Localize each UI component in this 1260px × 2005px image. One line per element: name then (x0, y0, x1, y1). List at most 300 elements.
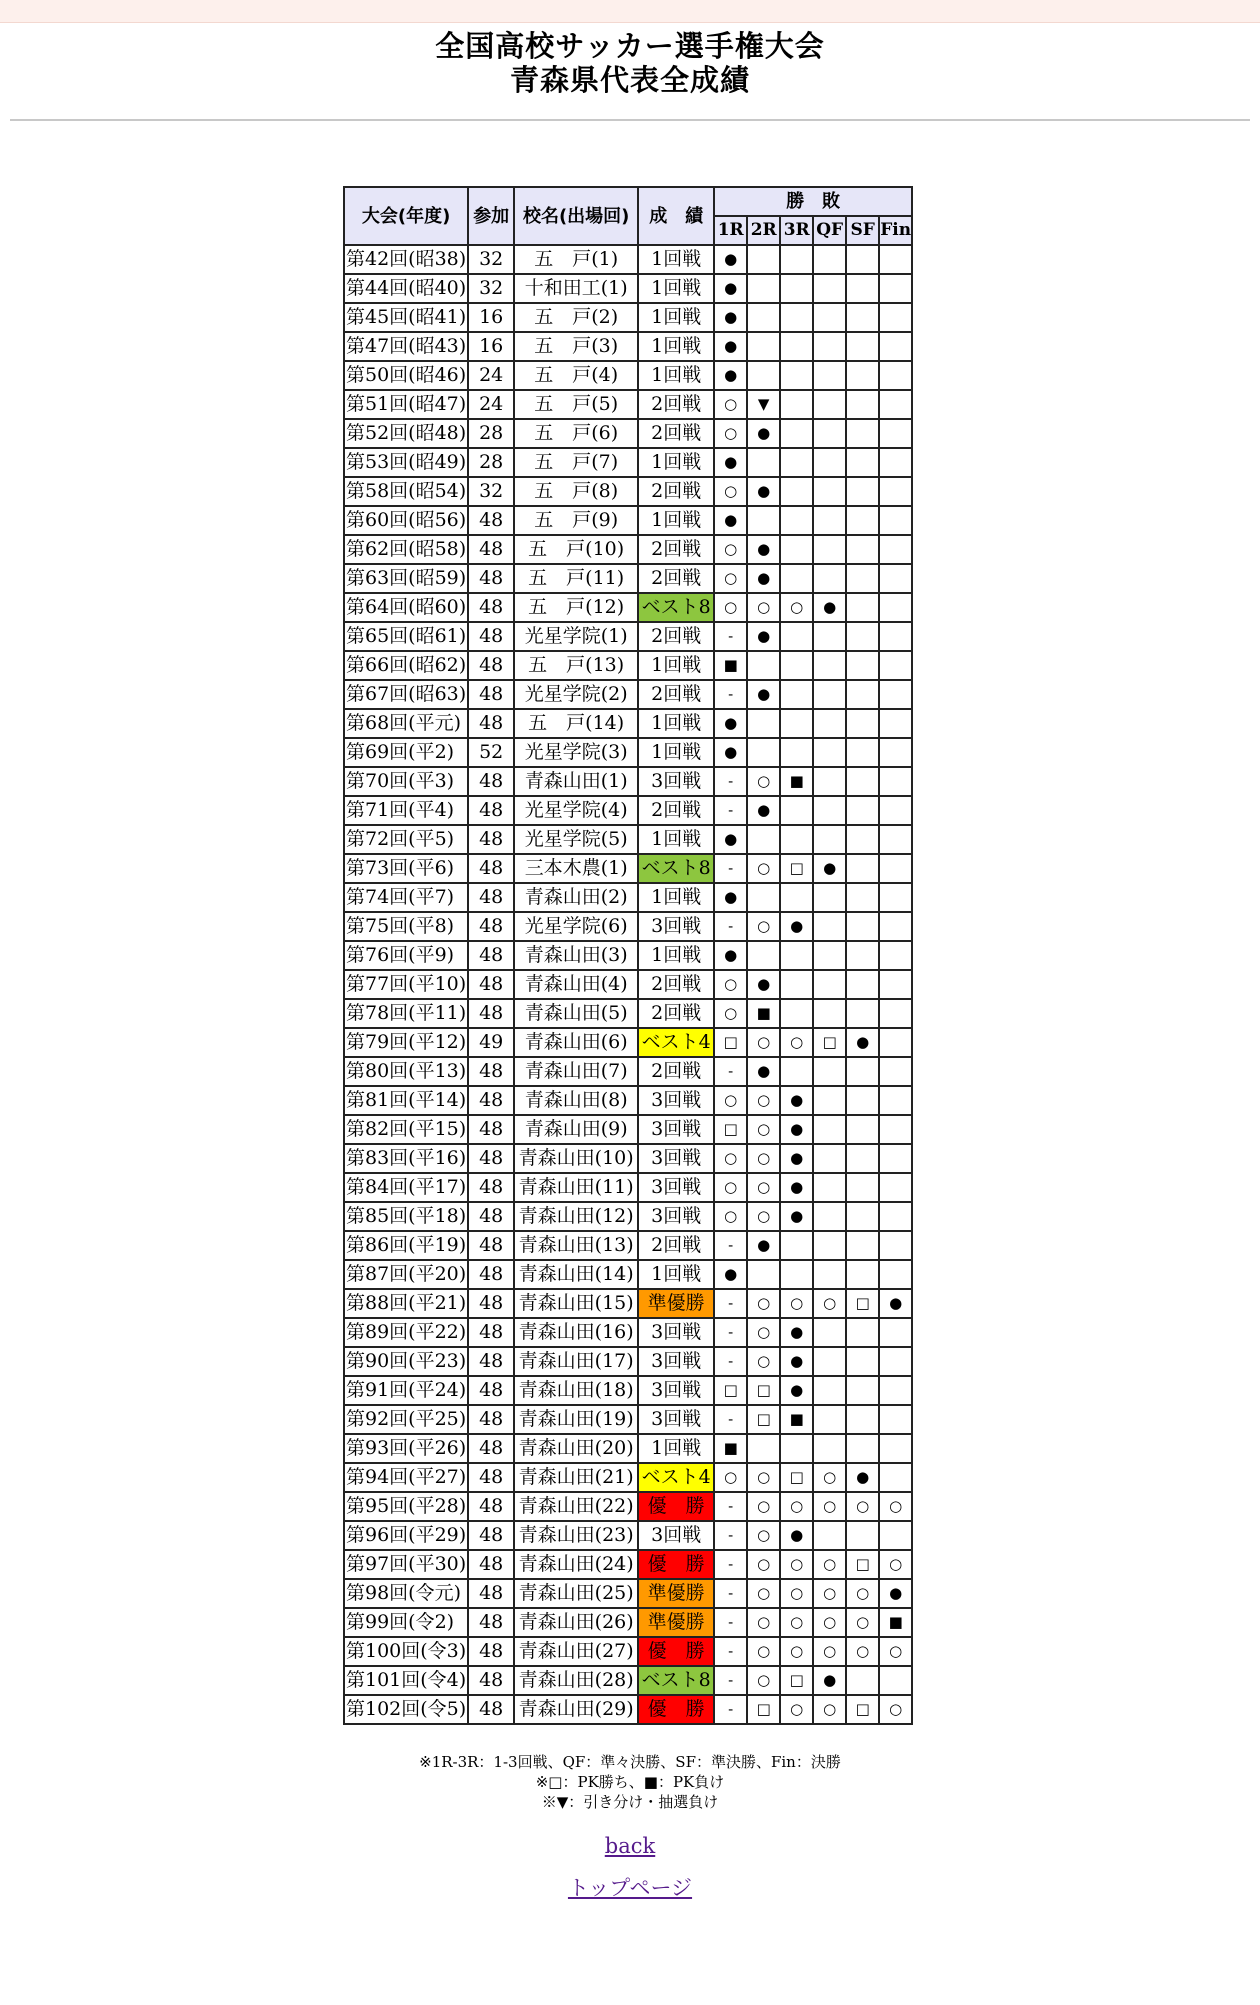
match-cell (813, 448, 846, 477)
school-cell: 五 戸(13) (514, 651, 638, 680)
match-cell (879, 825, 912, 854)
edition-cell: 第101回(令4) (344, 1666, 468, 1695)
match-cell: ○ (714, 390, 747, 419)
match-cell (747, 274, 780, 303)
match-cell (846, 854, 879, 883)
table-row (344, 1260, 912, 1289)
match-cell: ○ (780, 1579, 813, 1608)
school-cell: 五 戸(7) (514, 448, 638, 477)
result-cell: 3回戦 (638, 767, 714, 796)
result-cell: 2回戦 (638, 535, 714, 564)
match-cell (747, 709, 780, 738)
match-cell (747, 448, 780, 477)
round-2r: 2R (747, 216, 780, 245)
col-edition: 大会(年度) (344, 187, 468, 245)
match-cell (813, 1405, 846, 1434)
divider (10, 119, 1250, 121)
match-cell: - (714, 1579, 747, 1608)
match-cell (813, 1434, 846, 1463)
table-row (344, 651, 912, 680)
school-cell: 五 戸(2) (514, 303, 638, 332)
match-cell (813, 390, 846, 419)
match-cell: ▼ (747, 390, 780, 419)
match-cell (879, 999, 912, 1028)
match-cell: ● (780, 1376, 813, 1405)
note-draw: ※▼：引き分け・抽選負け (541, 1793, 719, 1811)
match-cell (780, 941, 813, 970)
match-cell (879, 1666, 912, 1695)
round-fin: Fin (879, 216, 912, 245)
result-cell: 2回戦 (638, 796, 714, 825)
nav-links (0, 1834, 1260, 1902)
edition-cell: 第75回(平8) (344, 912, 468, 941)
match-cell (879, 1231, 912, 1260)
school-cell: 青森山田(29) (514, 1695, 638, 1724)
match-cell: ○ (714, 1463, 747, 1492)
match-cell (813, 1202, 846, 1231)
match-cell: □ (780, 1463, 813, 1492)
match-cell (813, 941, 846, 970)
match-cell (846, 1666, 879, 1695)
teams-cell: 48 (468, 1405, 514, 1434)
match-cell: ○ (879, 1550, 912, 1579)
edition-cell: 第102回(令5) (344, 1695, 468, 1724)
match-cell (879, 970, 912, 999)
top-page-link[interactable]: トップページ (567, 1876, 693, 1900)
table-row (344, 1115, 912, 1144)
match-cell: ○ (714, 1202, 747, 1231)
match-cell: ● (714, 245, 747, 274)
school-cell: 五 戸(10) (514, 535, 638, 564)
match-cell: - (714, 1666, 747, 1695)
edition-cell: 第70回(平3) (344, 767, 468, 796)
match-cell (846, 1231, 879, 1260)
match-cell (879, 941, 912, 970)
round-3r: 3R (780, 216, 813, 245)
match-cell: ○ (747, 767, 780, 796)
back-link[interactable]: back (604, 1834, 656, 1858)
match-cell: ○ (780, 1608, 813, 1637)
match-cell: □ (780, 1666, 813, 1695)
table-row (344, 767, 912, 796)
match-cell (813, 1318, 846, 1347)
edition-cell: 第95回(平28) (344, 1492, 468, 1521)
results-body (344, 245, 912, 1724)
match-cell (813, 912, 846, 941)
match-cell (780, 477, 813, 506)
result-cell: 1回戦 (638, 1434, 714, 1463)
match-cell: - (714, 1057, 747, 1086)
match-cell: ● (747, 970, 780, 999)
match-cell (813, 970, 846, 999)
table-row (344, 1028, 912, 1057)
match-cell (879, 709, 912, 738)
table-row (344, 245, 912, 274)
edition-cell: 第63回(昭59) (344, 564, 468, 593)
match-cell (879, 1086, 912, 1115)
result-cell: 1回戦 (638, 883, 714, 912)
teams-cell: 48 (468, 1289, 514, 1318)
match-cell (780, 999, 813, 1028)
match-cell (780, 825, 813, 854)
school-cell: 青森山田(2) (514, 883, 638, 912)
result-cell: 3回戦 (638, 1202, 714, 1231)
teams-cell: 48 (468, 1637, 514, 1666)
table-row (344, 854, 912, 883)
match-cell (780, 796, 813, 825)
match-cell: - (714, 622, 747, 651)
match-cell: ● (780, 1086, 813, 1115)
edition-cell: 第76回(平9) (344, 941, 468, 970)
match-cell (813, 419, 846, 448)
match-cell: ● (714, 506, 747, 535)
school-cell: 光星学院(1) (514, 622, 638, 651)
table-row (344, 1608, 912, 1637)
match-cell (879, 1434, 912, 1463)
school-cell: 青森山田(9) (514, 1115, 638, 1144)
school-cell: 青森山田(8) (514, 1086, 638, 1115)
school-cell: 五 戸(14) (514, 709, 638, 738)
table-row (344, 1492, 912, 1521)
match-cell: - (714, 1231, 747, 1260)
school-cell: 青森山田(3) (514, 941, 638, 970)
result-cell: 3回戦 (638, 1376, 714, 1405)
table-row (344, 1550, 912, 1579)
match-cell: ○ (747, 593, 780, 622)
match-cell: ○ (747, 1144, 780, 1173)
edition-cell: 第50回(昭46) (344, 361, 468, 390)
match-cell (813, 477, 846, 506)
teams-cell: 48 (468, 564, 514, 593)
match-cell (747, 361, 780, 390)
match-cell: ● (813, 593, 846, 622)
match-cell (879, 1347, 912, 1376)
match-cell: ○ (747, 1666, 780, 1695)
match-cell: ○ (813, 1463, 846, 1492)
table-row (344, 1579, 912, 1608)
edition-cell: 第71回(平4) (344, 796, 468, 825)
title-line-2: 青森県代表全成績 (509, 63, 750, 97)
table-row (344, 1347, 912, 1376)
teams-cell: 48 (468, 970, 514, 999)
match-cell: ● (714, 303, 747, 332)
edition-cell: 第92回(平25) (344, 1405, 468, 1434)
match-cell (780, 564, 813, 593)
teams-cell: 48 (468, 535, 514, 564)
school-cell: 青森山田(6) (514, 1028, 638, 1057)
table-row (344, 1666, 912, 1695)
match-cell: ○ (780, 593, 813, 622)
result-cell: 1回戦 (638, 448, 714, 477)
teams-cell: 48 (468, 1086, 514, 1115)
match-cell (879, 1115, 912, 1144)
school-cell: 五 戸(1) (514, 245, 638, 274)
match-cell (813, 622, 846, 651)
match-cell (780, 1057, 813, 1086)
match-cell (846, 361, 879, 390)
edition-cell: 第66回(昭62) (344, 651, 468, 680)
teams-cell: 48 (468, 883, 514, 912)
match-cell (813, 1057, 846, 1086)
edition-cell: 第93回(平26) (344, 1434, 468, 1463)
match-cell (846, 1347, 879, 1376)
match-cell: ● (714, 825, 747, 854)
match-cell: - (714, 1289, 747, 1318)
match-cell: □ (846, 1695, 879, 1724)
school-cell: 青森山田(4) (514, 970, 638, 999)
match-cell (846, 332, 879, 361)
match-cell: ○ (747, 1202, 780, 1231)
match-cell (879, 1028, 912, 1057)
match-cell: ● (780, 1521, 813, 1550)
edition-cell: 第67回(昭63) (344, 680, 468, 709)
match-cell: ■ (780, 767, 813, 796)
school-cell: 青森山田(23) (514, 1521, 638, 1550)
table-row (344, 1405, 912, 1434)
table-row (344, 1637, 912, 1666)
col-school: 校名(出場回) (514, 187, 638, 245)
match-cell (879, 680, 912, 709)
match-cell (846, 1202, 879, 1231)
match-cell (846, 1086, 879, 1115)
result-cell: 1回戦 (638, 825, 714, 854)
school-cell: 青森山田(7) (514, 1057, 638, 1086)
teams-cell: 24 (468, 390, 514, 419)
match-cell (813, 1521, 846, 1550)
match-cell (846, 593, 879, 622)
match-cell (780, 535, 813, 564)
table-row (344, 1173, 912, 1202)
match-cell (846, 564, 879, 593)
match-cell (846, 1434, 879, 1463)
table-row (344, 1202, 912, 1231)
result-cell: 3回戦 (638, 1173, 714, 1202)
title-line-1: 全国高校サッカー選手権大会 (435, 29, 825, 63)
match-cell: ■ (714, 651, 747, 680)
school-cell: 青森山田(16) (514, 1318, 638, 1347)
match-cell: ● (813, 1666, 846, 1695)
match-cell (846, 651, 879, 680)
match-cell: ○ (747, 1347, 780, 1376)
match-cell (747, 738, 780, 767)
school-cell: 五 戸(3) (514, 332, 638, 361)
match-cell (813, 1086, 846, 1115)
match-cell: ○ (780, 1695, 813, 1724)
match-cell: ○ (747, 1463, 780, 1492)
match-cell: ○ (714, 593, 747, 622)
match-cell: - (714, 1550, 747, 1579)
match-cell: ○ (747, 1289, 780, 1318)
teams-cell: 48 (468, 1115, 514, 1144)
match-cell (846, 245, 879, 274)
teams-cell: 48 (468, 1057, 514, 1086)
result-cell: 2回戦 (638, 390, 714, 419)
match-cell: ■ (879, 1608, 912, 1637)
match-cell: - (714, 1637, 747, 1666)
match-cell (879, 1173, 912, 1202)
match-cell: ● (747, 535, 780, 564)
match-cell (846, 1144, 879, 1173)
match-cell: ● (780, 1202, 813, 1231)
match-cell (879, 448, 912, 477)
result-cell: 2回戦 (638, 999, 714, 1028)
table-row (344, 1318, 912, 1347)
table-row (344, 1434, 912, 1463)
match-cell: ● (714, 709, 747, 738)
match-cell: ● (714, 941, 747, 970)
match-cell: □ (747, 1405, 780, 1434)
match-cell: ● (780, 1144, 813, 1173)
match-cell: ● (714, 448, 747, 477)
match-cell (879, 1463, 912, 1492)
match-cell: - (714, 796, 747, 825)
match-cell (879, 332, 912, 361)
teams-cell: 48 (468, 506, 514, 535)
edition-cell: 第42回(昭38) (344, 245, 468, 274)
match-cell (780, 709, 813, 738)
teams-cell: 48 (468, 1231, 514, 1260)
round-qf: QF (813, 216, 846, 245)
match-cell: ● (780, 912, 813, 941)
result-cell: 3回戦 (638, 1144, 714, 1173)
match-cell (780, 651, 813, 680)
match-cell (780, 245, 813, 274)
match-cell (879, 1521, 912, 1550)
match-cell: - (714, 1405, 747, 1434)
match-cell (780, 1434, 813, 1463)
match-cell: □ (747, 1376, 780, 1405)
edition-cell: 第86回(平19) (344, 1231, 468, 1260)
school-cell: 青森山田(5) (514, 999, 638, 1028)
match-cell (879, 274, 912, 303)
match-cell (747, 506, 780, 535)
match-cell (846, 1318, 879, 1347)
match-cell (879, 1376, 912, 1405)
result-cell: 優 勝 (638, 1550, 714, 1579)
result-cell: 3回戦 (638, 1405, 714, 1434)
teams-cell: 28 (468, 448, 514, 477)
table-row (344, 1057, 912, 1086)
match-cell (747, 883, 780, 912)
edition-cell: 第99回(令2) (344, 1608, 468, 1637)
match-cell (879, 1405, 912, 1434)
match-cell: ○ (747, 1318, 780, 1347)
match-cell (747, 1260, 780, 1289)
col-record: 勝 敗 (714, 187, 912, 216)
match-cell: ● (780, 1115, 813, 1144)
table-row (344, 593, 912, 622)
match-cell (846, 738, 879, 767)
edition-cell: 第84回(平17) (344, 1173, 468, 1202)
table-row (344, 796, 912, 825)
match-cell: ■ (747, 999, 780, 1028)
match-cell: □ (714, 1115, 747, 1144)
match-cell: ● (714, 274, 747, 303)
match-cell (879, 303, 912, 332)
match-cell: ● (747, 1057, 780, 1086)
match-cell (879, 535, 912, 564)
match-cell (879, 1260, 912, 1289)
match-cell: □ (846, 1289, 879, 1318)
match-cell (846, 1405, 879, 1434)
result-cell: 1回戦 (638, 738, 714, 767)
teams-cell: 16 (468, 303, 514, 332)
match-cell (879, 767, 912, 796)
teams-cell: 24 (468, 361, 514, 390)
school-cell: 青森山田(17) (514, 1347, 638, 1376)
match-cell (813, 1115, 846, 1144)
match-cell (747, 245, 780, 274)
match-cell (846, 970, 879, 999)
teams-cell: 48 (468, 854, 514, 883)
match-cell: ○ (813, 1579, 846, 1608)
match-cell (780, 419, 813, 448)
teams-cell: 48 (468, 1666, 514, 1695)
match-cell (846, 1376, 879, 1405)
match-cell: - (714, 1492, 747, 1521)
match-cell (879, 651, 912, 680)
edition-cell: 第80回(平13) (344, 1057, 468, 1086)
match-cell (846, 535, 879, 564)
result-cell: 1回戦 (638, 245, 714, 274)
result-cell: 2回戦 (638, 622, 714, 651)
match-cell (846, 941, 879, 970)
teams-cell: 48 (468, 767, 514, 796)
match-cell: ● (714, 361, 747, 390)
match-cell (879, 361, 912, 390)
edition-cell: 第94回(平27) (344, 1463, 468, 1492)
school-cell: 青森山田(11) (514, 1173, 638, 1202)
match-cell (846, 477, 879, 506)
table-row (344, 970, 912, 999)
match-cell: ○ (714, 535, 747, 564)
result-cell: ベスト4 (638, 1028, 714, 1057)
table-row (344, 738, 912, 767)
teams-cell: 32 (468, 477, 514, 506)
result-cell: 2回戦 (638, 680, 714, 709)
match-cell: ○ (813, 1695, 846, 1724)
match-cell (813, 1231, 846, 1260)
result-cell: 準優勝 (638, 1579, 714, 1608)
table-row (344, 419, 912, 448)
teams-cell: 48 (468, 1202, 514, 1231)
edition-cell: 第87回(平20) (344, 1260, 468, 1289)
match-cell: ○ (879, 1637, 912, 1666)
match-cell: ○ (813, 1608, 846, 1637)
teams-cell: 48 (468, 1608, 514, 1637)
match-cell: ○ (780, 1289, 813, 1318)
match-cell (813, 767, 846, 796)
match-cell: ● (846, 1463, 879, 1492)
match-cell: ● (747, 419, 780, 448)
table-row (344, 274, 912, 303)
table-row (344, 941, 912, 970)
school-cell: 五 戸(9) (514, 506, 638, 535)
match-cell (780, 390, 813, 419)
teams-cell: 48 (468, 1260, 514, 1289)
school-cell: 十和田工(1) (514, 274, 638, 303)
school-cell: 光星学院(6) (514, 912, 638, 941)
result-cell: 2回戦 (638, 419, 714, 448)
result-cell: 3回戦 (638, 1086, 714, 1115)
school-cell: 五 戸(12) (514, 593, 638, 622)
match-cell (846, 274, 879, 303)
match-cell (879, 506, 912, 535)
match-cell: ● (714, 883, 747, 912)
school-cell: 青森山田(12) (514, 1202, 638, 1231)
school-cell: 青森山田(14) (514, 1260, 638, 1289)
edition-cell: 第96回(平29) (344, 1521, 468, 1550)
